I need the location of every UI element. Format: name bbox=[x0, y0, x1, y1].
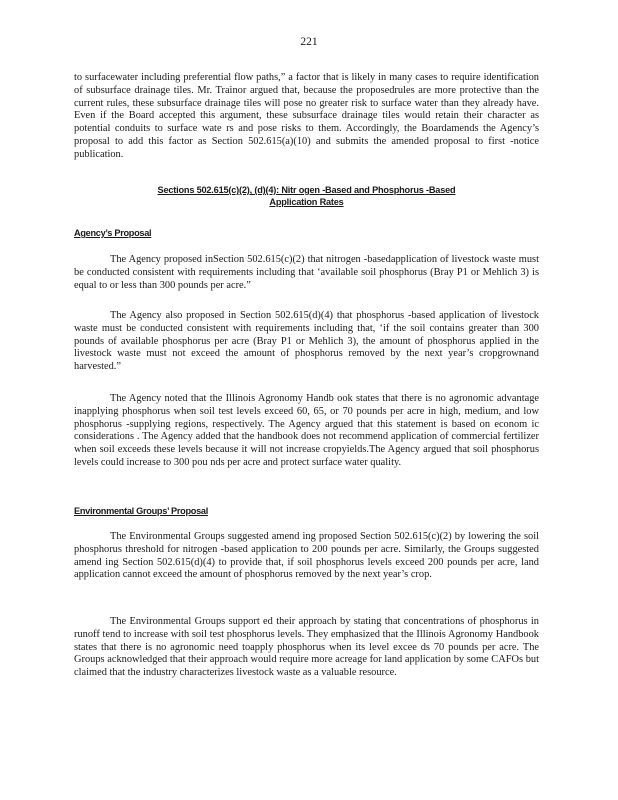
paragraph-agency-1: The Agency proposed inSection 502.615(c)(2) that nitrogen -basedapplication of livestock waste must be conducted consistent with requirements including that ‘available soil phosphorus (Bray P1 or Mehlich 3) is equal to or less than 300 pounds per acre.” bbox=[74, 254, 539, 291]
environmental-groups-proposal-heading: Environmental Groups’ Proposal bbox=[74, 506, 208, 516]
agency-proposal-heading: Agency’s Proposal bbox=[74, 228, 152, 238]
paragraph-agency-3: The Agency noted that the Illinois Agronomy Handb ook states that there is no agronomic advantage inapplying phosphorus when soil test levels exceed 60, 65, or 70 pounds per acre in high, medium, and low phosphorus -supplying regions, respectively. The Agency argued that this statement is based on econom ic considerations . The Agency added that the handbook does not recommend application of commercial fertilizer when soil exceeds these levels because it will not increase cropyields.The Agency argued that soil phosphorus levels could increase to 300 pou nds per acre and protect surface water quality. bbox=[74, 393, 539, 468]
page-number: 221 bbox=[300, 36, 318, 48]
paragraph-groups-2: The Environmental Groups support ed their approach by stating that concentrations of phosphorus in runoff tend to increase with soil test phosphorus levels. They emphasized that the Illinois Agronomy Handbook states that there is no agronomic need toapply phosphorus when its level excee ds 70 pounds per acre. The Groups acknowledged that their approach would require more acreage for land application by some CAFOs but claimed that the industry characterizes livestock waste as a valuable resource. bbox=[74, 616, 539, 679]
paragraph-agency-2: The Agency also proposed in Section 502.615(d)(4) that phosphorus -based application of livestock waste must be conducted consistent with requirements including that, ‘if the soil contains greater than 300 pounds of available phosphorus per acre (Bray P1 or Mehlich 3), the amount of phosphorus applied in the livestock waste must not exceed the amount of phosphorus removed by the next year’s cropgrownand harvested.” bbox=[74, 310, 539, 373]
section-heading bbox=[74, 185, 539, 208]
section-heading-line1: Sections 502.615(c)(2), (d)(4): Nitr ogen -Based and Phosphorus -Based bbox=[157, 185, 456, 195]
section-heading-line2: Application Rates bbox=[269, 196, 344, 207]
paragraph-intro: to surfacewater including preferential flow paths,” a factor that is likely in many cases to require identification of subsurface drainage tiles. Mr. Trainor argued that, because the proposedrules are more protective than the current rules, these subsurface drainage tiles will pose no greater risk to surface water than they already have. Even if the Board accepted this argument, these subsurface drainage tiles would retain their character as potential conduits to surface wate rs and pose risks to them. Accordingly, the Boardamends the Agency’s proposal to add this factor as Section 502.615(a)(10) and submits the amended proposal to first -notice publication. bbox=[74, 72, 539, 160]
paragraph-groups-1: The Environmental Groups suggested amend ing proposed Section 502.615(c)(2) by lowering the soil phosphorus threshold for nitrogen -based application to 200 pounds per acre. Similarly, the Groups suggested amend ing Section 502.615(d)(4) to provide that, if soil phosphorus levels exceed 200 pounds per acre, land application cannot exceed the amount of phosphorus removed by the next year’s crop. bbox=[74, 531, 539, 581]
